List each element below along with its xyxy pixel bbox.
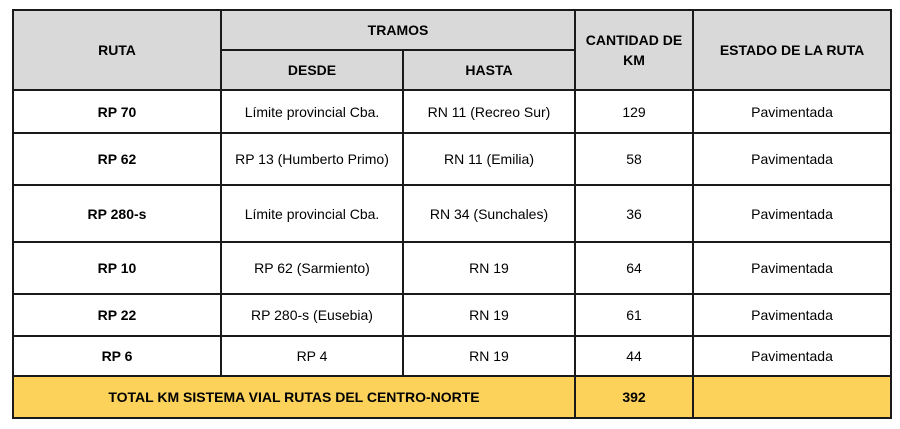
header-cantidad-line2: KM [623, 52, 645, 68]
cell-estado: Pavimentada [693, 185, 891, 242]
header-hasta: HASTA [403, 50, 575, 90]
table-row [13, 133, 891, 185]
cell-desde: Límite provincial Cba. [221, 185, 403, 242]
total-km: 392 [575, 376, 693, 418]
cell-desde: Límite provincial Cba. [221, 90, 403, 133]
cell-km: 129 [575, 90, 693, 133]
routes-table [12, 9, 892, 419]
header-cantidad-km [575, 10, 693, 90]
cell-desde: RP 62 (Sarmiento) [221, 242, 403, 294]
cell-ruta: RP 62 [13, 133, 221, 185]
cell-ruta: RP 10 [13, 242, 221, 294]
header-row-top [13, 10, 891, 50]
cell-km: 44 [575, 336, 693, 376]
header-tramos: TRAMOS [221, 10, 575, 50]
total-estado [693, 376, 891, 418]
cell-hasta: RN 34 (Sunchales) [403, 185, 575, 242]
cell-km: 58 [575, 133, 693, 185]
cell-km: 36 [575, 185, 693, 242]
cell-estado: Pavimentada [693, 133, 891, 185]
cell-desde: RP 4 [221, 336, 403, 376]
cell-estado: Pavimentada [693, 294, 891, 336]
cell-ruta: RP 22 [13, 294, 221, 336]
cell-hasta: RN 19 [403, 294, 575, 336]
table-row [13, 294, 891, 336]
cell-km: 64 [575, 242, 693, 294]
cell-ruta: RP 280-s [13, 185, 221, 242]
header-ruta: RUTA [13, 10, 221, 90]
cell-estado: Pavimentada [693, 336, 891, 376]
cell-ruta: RP 70 [13, 90, 221, 133]
cell-estado: Pavimentada [693, 90, 891, 133]
cell-hasta: RN 19 [403, 336, 575, 376]
cell-hasta: RN 19 [403, 242, 575, 294]
cell-ruta: RP 6 [13, 336, 221, 376]
cell-km: 61 [575, 294, 693, 336]
table-row [13, 336, 891, 376]
table-row [13, 185, 891, 242]
cell-hasta: RN 11 (Recreo Sur) [403, 90, 575, 133]
cell-desde: RP 13 (Humberto Primo) [221, 133, 403, 185]
table-row [13, 242, 891, 294]
header-desde: DESDE [221, 50, 403, 90]
header-cantidad-line1: CANTIDAD DE [585, 32, 683, 48]
cell-desde: RP 280-s (Eusebia) [221, 294, 403, 336]
cell-estado: Pavimentada [693, 242, 891, 294]
cell-hasta: RN 11 (Emilia) [403, 133, 575, 185]
total-label: TOTAL KM SISTEMA VIAL RUTAS DEL CENTRO-NORTE [13, 376, 575, 418]
header-estado: ESTADO DE LA RUTA [693, 10, 891, 90]
total-row [13, 376, 891, 418]
table-row [13, 90, 891, 133]
